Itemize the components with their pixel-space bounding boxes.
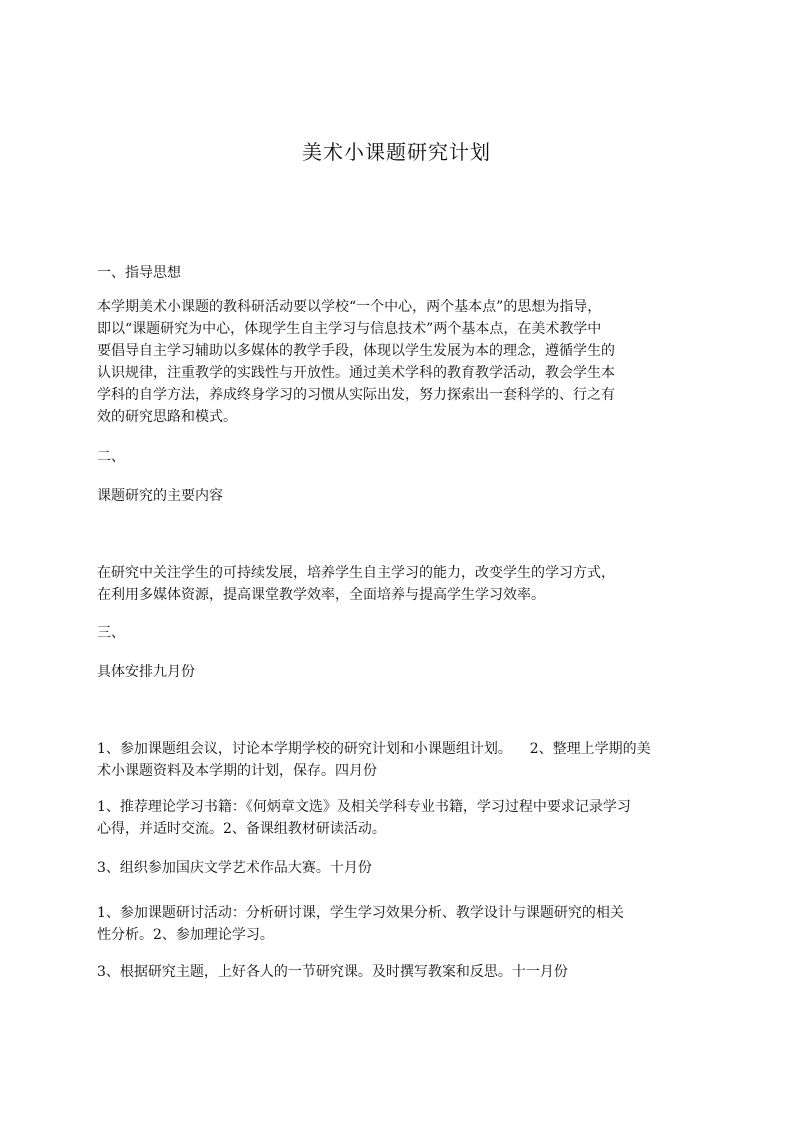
paragraph-april [97,796,705,840]
paragraph-national-day-contest [97,857,705,879]
text-line: 术小课题资料及本学期的计划，保存。四月份 [97,763,377,779]
text-line: 学科的自学方法，养成终身学习的习惯从实际出发，努力探索出一套科学的、行之有 [97,387,615,403]
text-line: 1、参加课题组会议，讨论本学期学校的研究计划和小课题组计划。 2、整理上学期的美 [97,741,651,757]
section-heading-main-content: 课题研究的主要内容 [97,488,223,504]
paragraph-research-lesson [97,961,705,983]
section-number-two: 二、 [97,449,125,465]
text-line: 1、参加课题研讨活动：分析研讨课，学生学习效果分析、教学设计与课题研究的相关 [97,905,624,921]
section-heading-guiding-thought: 一、指导思想 [97,265,181,281]
text-line: 本学期美术小课题的教科研活动要以学校“一个中心，两个基本点”的思想为指导， [97,299,602,315]
text-line: 3、根据研究主题，上好各人的一节研究课。及时撰写教案和反思。十一月份 [97,964,568,980]
paragraph-october [97,902,705,946]
text-line: 1、推荐理论学习书籍：《何炳章文选》及相关学科专业书籍，学习过程中要求记录学习 [97,799,631,815]
text-line: 认识规律，注重教学的实践性与开放性。通过美术学科的教育教学活动，教会学生本 [97,365,615,381]
text-line: 心得，并适时交流。2、备课组教材研读活动。 [97,821,386,837]
text-line: 3、组织参加国庆文学艺术作品大赛。十月份 [97,860,372,876]
text-line: 在研究中关注学生的可持续发展，培养学生自主学习的能力，改变学生的学习方式， [97,565,615,581]
section-heading-schedule: 具体安排九月份 [97,664,195,680]
section-number-three: 三、 [97,625,125,641]
paragraph-main-content [97,562,705,606]
text-line: 效的研究思路和模式。 [97,409,237,425]
text-line: 性分析。2、参加理论学习。 [97,927,274,943]
text-line: 要倡导自主学习辅助以多媒体的教学手段，体现以学生发展为本的理念，遵循学生的 [97,343,615,359]
text-line: 即以“课题研究为中心，体现学生自主学习与信息技术”两个基本点，在美术教学中 [97,321,602,337]
text-line: 在利用多媒体资源，提高课堂教学效率，全面培养与提高学生学习效率。 [97,587,545,603]
paragraph-guiding-thought [97,296,705,428]
paragraph-september [97,738,705,782]
document-title: 美术小课题研究计划 [302,140,491,164]
